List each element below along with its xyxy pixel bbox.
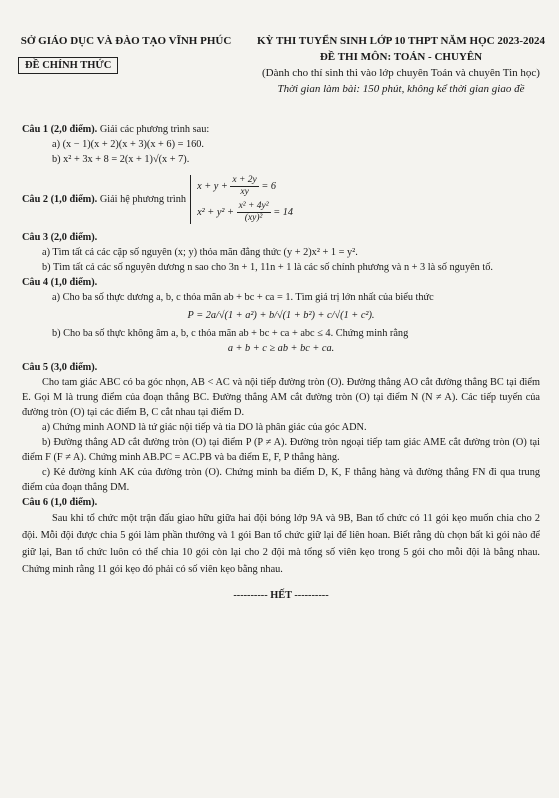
- question-1b: b) x² + 3x + 8 = 2(x + 1)√(x + 7).: [52, 154, 190, 165]
- question-1a: a) (x − 1)(x + 2)(x + 3)(x + 6) = 160.: [52, 139, 204, 150]
- question-4b: b) Cho ba số thực không âm a, b, c thỏa mãn ab + bc + ca + abc ≤ 4. Chứng minh rằng: [52, 328, 409, 339]
- question-2-title: Câu 2 (1,0 điểm).: [22, 194, 98, 205]
- question-6-title: Câu 6 (1,0 điểm).: [22, 497, 98, 508]
- question-1: [22, 122, 540, 137]
- question-3-title: Câu 3 (2,0 điểm).: [22, 232, 98, 243]
- eq2-fraction: [237, 201, 271, 224]
- exam-content: [22, 122, 540, 603]
- question-4-title: Câu 4 (1,0 điểm).: [22, 277, 98, 288]
- eq2-right: = 14: [273, 206, 294, 218]
- eq2-denominator: (xy)²: [244, 213, 263, 223]
- question-2-intro: Giải hệ phương trình: [99, 194, 187, 205]
- exam-title: KỲ THI TUYỂN SINH LỚP 10 THPT NĂM HỌC 2023-2024: [257, 35, 545, 47]
- question-5a: a) Chứng minh AOND là tứ giác nội tiếp và tia DO là phân giác của góc ADN.: [42, 422, 367, 433]
- end-marker: ---------- HẾT ----------: [233, 590, 329, 601]
- question-3a: a) Tìm tất cả các cặp số nguyên (x; y) thỏa mãn đẳng thức (y + 2)x² + 1 = y².: [42, 247, 358, 258]
- eq1-denominator: xy: [240, 187, 249, 197]
- eq2-numerator: x² + 4y²: [238, 201, 269, 211]
- question-3b: b) Tìm tất cả các số nguyên dương n sao cho 3n + 1, 11n + 1 là các số chính phương và n + 3 là số nguyên tố.: [42, 262, 493, 273]
- question-2: [22, 175, 540, 224]
- question-5-title: Câu 5 (3,0 điểm).: [22, 362, 98, 373]
- exam-header: [248, 33, 554, 97]
- exam-subject: ĐỀ THI MÔN: TOÁN - CHUYÊN: [319, 51, 483, 63]
- eq1-fraction: [230, 175, 258, 198]
- question-5-intro: Cho tam giác ABC có ba góc nhọn, AB < AC và nội tiếp đường tròn (O). Đường thẳng AO cắt đường thẳng BC tại điểm E. Gọi M là trung điểm của đoạn thẳng BC. Đường thẳng AM cắt đường tròn (O) tại điểm N (N ≠ A). Các tiếp tuyến của đường tròn (O) tại các điểm B, C cắt nhau tại điểm D.: [22, 377, 540, 418]
- question-4b-inequality: a + b + c ≥ ab + bc + ca.: [227, 343, 335, 354]
- question-5b: b) Đường thẳng AD cắt đường tròn (O) tại điểm P (P ≠ A). Đường tròn ngoại tiếp tam giác AME cắt đường tròn (O) tại điểm F (F ≠ A). Chứng minh AB.PC = AC.PB và ba điểm E, F, P thẳng hàng.: [22, 437, 540, 463]
- question-4a-expression: P = 2a/√(1 + a²) + b/√(1 + b²) + c/√(1 + c²).: [187, 310, 375, 321]
- eq2-left: x² + y² +: [197, 206, 234, 218]
- exam-audience: (Dành cho thí sinh thi vào lớp chuyên Toán và chuyên Tin học): [262, 67, 540, 79]
- eq1-numerator: x + 2y: [232, 175, 257, 185]
- department-name: SỞ GIÁO DỤC VÀ ĐÀO TẠO VĨNH PHÚC: [20, 35, 232, 47]
- question-4a: a) Cho ba số thực dương a, b, c thỏa mãn ab + bc + ca = 1. Tìm giá trị lớn nhất của biểu thức: [52, 292, 434, 303]
- eq1-right: = 6: [261, 180, 276, 192]
- question-5c: c) Kẻ đường kính AK của đường tròn (O). Chứng minh ba điểm D, K, F thẳng hàng và đường thẳng FN đi qua trung điểm của đoạn thẳng DM.: [22, 467, 540, 493]
- exam-time: Thời gian làm bài: 150 phút, không kể thời gian giao đề: [277, 83, 525, 95]
- question-1-intro: Giải các phương trình sau:: [99, 124, 210, 135]
- question-1-title: Câu 1 (2,0 điểm).: [22, 124, 98, 135]
- eq1-left: x + y +: [197, 180, 228, 192]
- equation-system: [190, 175, 293, 224]
- official-badge: ĐỀ CHÍNH THỨC: [18, 57, 118, 74]
- question-6-text: Sau khi tổ chức một trận đấu giao hữu giữa hai đội bóng lớp 9A và 9B, Ban tổ chức có 11 gói kẹo muốn chia cho 2 đội. Mỗi đội được chia 5 gói làm phần thưởng và 1 gói Ban tổ chức giữ lại để liên hoan. Biết rằng dù chọn bất kì gói nào để giữ lại, Ban tổ chức luôn có thể chia 10 gói còn lại cho 2 đội mà tổng số viên kẹo trong 5 gói cho mỗi đội là bằng nhau. Chứng minh rằng 11 gói kẹo đó phải có số viên kẹo bằng nhau.: [22, 513, 540, 575]
